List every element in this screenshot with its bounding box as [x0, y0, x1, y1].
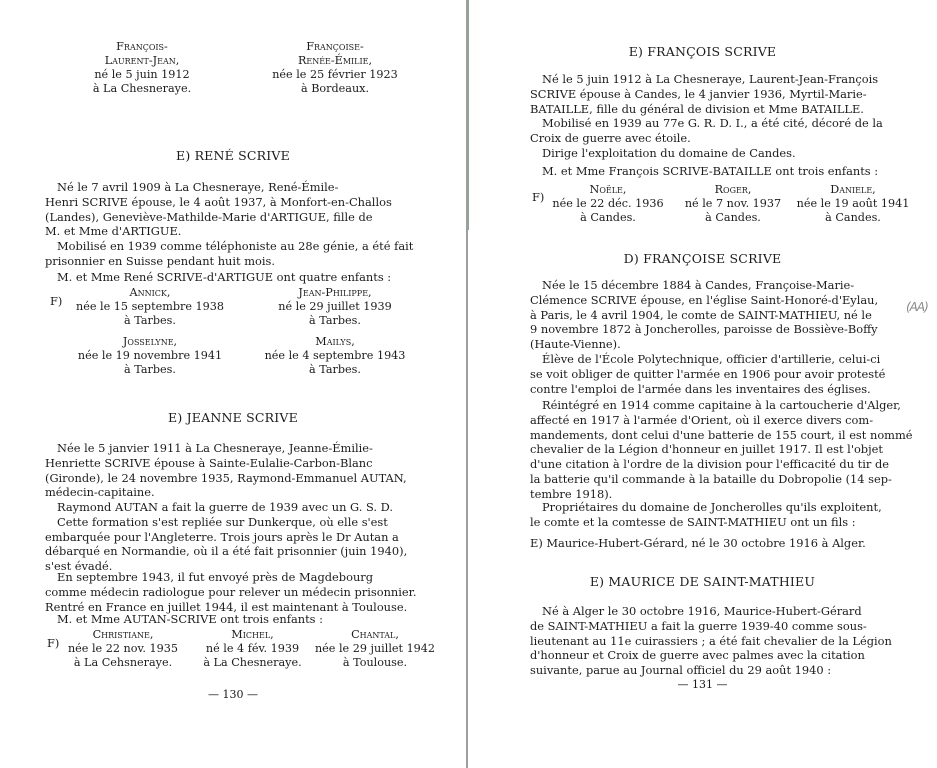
child-birth: née le 22 déc. 1936 [552, 197, 664, 210]
child-name: Mailys, [315, 335, 355, 348]
child-name: François- [116, 40, 168, 53]
son-entry: E) Maurice-Hubert-Gérard, né le 30 octobre 1916 à Alger. [530, 536, 866, 550]
child-birth: née le 15 septembre 1938 [76, 300, 224, 313]
child-entry [65, 286, 235, 328]
child-entry [58, 628, 188, 670]
child-entry [668, 183, 798, 225]
francoise-paragraph-estate: Propriétaires du domaine de Joncherolles qu'ils exploitent, le comte et la comtesse de SAINT-MATHIEU ont un fils : [530, 500, 882, 529]
child-birth: né le 4 fév. 1939 [205, 642, 300, 655]
jeanne-paragraph-marriage: Née le 5 janvier 1911 à La Chesneraye, Jeanne-Émilie- Henriette SCRIVE épouse à Sainte-Eulalie-Carbon-Blanc (Gironde), le 24 novembre 1935, Raymond-Emmanuel AUTAN, médecin-capitaine. [45, 441, 407, 500]
child-entry [250, 335, 420, 377]
rene-children-intro: M. et Mme René SCRIVE-d'ARTIGUE ont quatre enfants : [57, 270, 392, 284]
child-name: Michel, [231, 628, 274, 641]
child-birth: née le 25 février 1923 [272, 68, 398, 81]
child-name: Roger, [714, 183, 752, 196]
child-name: Daniele, [830, 183, 876, 196]
francoise-paragraph-ww1: Réintégré en 1914 comme capitaine à la cartoucherie d'Alger, affecté en 1917 à l'armée d'Orient, où il exerce divers com- mandements, dont celui d'une batterie de 155 court, il est nommé chevalier de la Légion d'honneur en juillet 1917. Il est l'objet d'une citation à l'ordre de la division pour l'efficacité du tir de la batterie qu'il commande à la bataille du Dobropolie (14 sep- tembre 1918). [530, 398, 913, 501]
child-birth: né le 29 juillet 1939 [278, 300, 392, 313]
child-name: Laurent-Jean, [104, 54, 180, 67]
jeanne-paragraph-war: Raymond AUTAN a fait la guerre de 1939 avec un G. S. D. Cette formation s'est repliée sur Dunkerque, où elle s'est embarquée pour l'Angleterre. Trois jours après le Dr Autan a débarqué en Normandie, où il a été fait prisonnier (juin 1940), s'est évadé. [45, 500, 408, 574]
child-birth: né le 5 juin 1912 [94, 68, 190, 81]
child-birth: née le 19 août 1941 [796, 197, 910, 210]
child-entry [250, 286, 420, 328]
section-heading-rene: E) RENÉ SCRIVE [176, 148, 290, 163]
child-place: à La Chesneraye. [92, 82, 192, 95]
rene-paragraph: Né le 7 avril 1909 à La Chesneraye, René-Émile- Henri SCRIVE épouse, le 4 août 1937, à Monfort-en-Challos (Landes), Geneviève-Mathilde-Marie d'ARTIGUE, fille de M. et Mme d'ARTIGUE. Mobilisé en 1939 comme téléphoniste au 28e génie, a été fait prisonnier en Suisse pendant huit mois. [45, 180, 414, 268]
child-entry [543, 183, 673, 225]
child-place: à Candes. [705, 211, 761, 224]
child-place: à Tarbes. [309, 363, 361, 376]
child-name: Annick, [129, 286, 171, 299]
section-heading-maurice: E) MAURICE DE SAINT-MATHIEU [589, 574, 816, 589]
child-entry [250, 40, 420, 96]
child-birth: née le 19 novembre 1941 [77, 349, 223, 362]
maurice-paragraph: Né à Alger le 30 octobre 1916, Maurice-Hubert-Gérard de SAINT-MATHIEU a fait la guerre 1939-40 comme sous- lieutenant au 11e cuirassiers ; a été fait chevalier de la Légion d'honneur et Croix de guerre avec palmes avec la citation suivante, parue au Journal officiel du 29 août 1940 : [530, 604, 892, 678]
child-name: Renée-Émilie, [297, 54, 373, 67]
child-name: Josselyne, [122, 335, 178, 348]
right-page [468, 0, 937, 768]
child-place: à Candes. [580, 211, 636, 224]
child-place: à La Chesneraye. [203, 656, 302, 669]
francois-children-intro: M. et Mme François SCRIVE-BATAILLE ont trois enfants : [542, 164, 879, 178]
child-place: à La Cehsneraye. [73, 656, 173, 669]
child-place: à Bordeaux. [300, 82, 370, 95]
child-birth: né le 7 nov. 1937 [684, 197, 782, 210]
child-place: à Tarbes. [124, 314, 176, 327]
child-name: Noële, [589, 183, 627, 196]
generation-marker: F) [532, 190, 545, 204]
child-entry [72, 40, 212, 96]
generation-marker: F) [50, 294, 63, 308]
francois-paragraph: Né le 5 juin 1912 à La Chesneraye, Laurent-Jean-François SCRIVE épouse à Candes, le 4 janvier 1936, Myrtil-Marie- BATAILLE, fille du général de division et Mme BATAILLE. Mobilisé en 1939 au 77e G. R. D. I., a été cité, décoré de la Croix de guerre avec étoile. Dirige l'exploitation du domaine de Candes. [530, 72, 883, 160]
generation-marker: F) [47, 636, 60, 650]
child-place: à Candes. [825, 211, 881, 224]
child-name: Jean-Philippe, [298, 286, 372, 299]
section-heading-francoise: D) FRANÇOISE SCRIVE [623, 251, 782, 266]
page-number: — 130 — [208, 688, 258, 701]
jeanne-children-intro: M. et Mme AUTAN-SCRIVE ont trois enfants : [57, 612, 323, 626]
page-number: — 131 — [677, 678, 728, 691]
jeanne-paragraph-1943: En septembre 1943, il fut envoyé près de Magdebourg comme médecin radiologue pour relever un médecin prisonnier. Rentré en France en juillet 1944, il est maintenant à Toulouse. [45, 570, 417, 614]
child-entry [190, 628, 315, 670]
child-place: à Tarbes. [124, 363, 176, 376]
section-heading-francois: E) FRANÇOIS SCRIVE [628, 44, 777, 59]
child-name: Chantal, [351, 628, 399, 641]
child-birth: née le 29 juillet 1942 [314, 642, 436, 655]
margin-annotation: (AA) [906, 300, 928, 314]
child-entry [783, 183, 923, 225]
child-entry [310, 628, 440, 670]
child-name: Françoise- [306, 40, 364, 53]
child-place: à Tarbes. [309, 314, 361, 327]
child-birth: née le 22 nov. 1935 [67, 642, 179, 655]
child-entry [65, 335, 235, 377]
left-page [0, 0, 466, 768]
child-name: Christiane, [92, 628, 154, 641]
section-heading-jeanne: E) JEANNE SCRIVE [168, 410, 298, 425]
francoise-paragraph-career: Élève de l'École Polytechnique, officier d'artillerie, celui-ci se voit obliger de quitter l'armée en 1906 pour avoir protesté contre l'emploi de l'armée dans les inventaires des églises. [530, 352, 886, 396]
child-birth: née le 4 septembre 1943 [264, 349, 406, 362]
child-place: à Toulouse. [342, 656, 408, 669]
francoise-paragraph-marriage: Née le 15 décembre 1884 à Candes, Françoise-Marie- Clémence SCRIVE épouse, en l'église Saint-Honoré-d'Eylau, à Paris, le 4 avril 1904, le comte de SAINT-MATHIEU, né le 9 novembre 1872 à Joncherolles, paroisse de Bossiève-Boffy (Haute-Vienne). [530, 278, 879, 352]
